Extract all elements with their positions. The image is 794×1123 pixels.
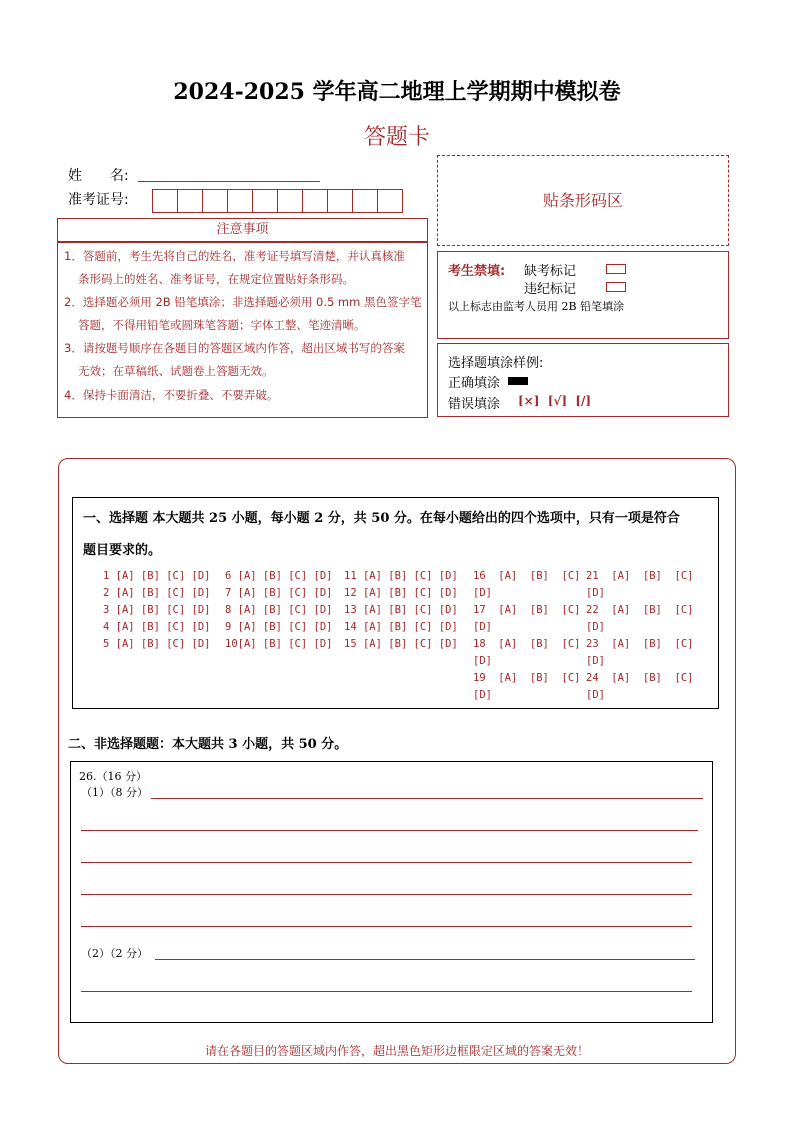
id-digit-box[interactable] [252,189,278,213]
answer-line[interactable] [81,830,698,831]
notice-item: 4．保持卡面清洁，不要折叠、不要弄破。 [64,388,279,402]
mc-column-1 [103,568,210,653]
exam-staff-panel [437,251,729,339]
mc-column-2 [225,568,332,653]
id-digit-box[interactable] [327,189,353,213]
mc-question-row[interactable]: 5 [A] [B] [C] [D] [103,638,211,650]
mc-question-row[interactable]: 15 [A] [B] [C] [D] [344,638,458,650]
id-digit-box[interactable] [352,189,378,213]
mc-question-row[interactable]: [D] [473,689,492,701]
mc-question-row[interactable]: 6 [A] [B] [C] [D] [225,570,333,582]
absent-mark-box[interactable] [606,264,626,274]
answer-line[interactable] [155,959,695,960]
mc-question-row[interactable]: 7 [A] [B] [C] [D] [225,587,333,599]
violation-mark-box[interactable] [606,282,626,292]
mc-question-row[interactable]: 8 [A] [B] [C] [D] [225,604,333,616]
mc-question-row[interactable]: 17 [A] [B] [C] [473,604,581,616]
mc-question-row[interactable]: 19 [A] [B] [C] [473,672,581,684]
question-26-box [70,761,713,1023]
mc-question-row[interactable]: 14 [A] [B] [C] [D] [344,621,458,633]
wrong-fill-samples: [×] [√] [/] [518,394,592,408]
mc-question-row[interactable]: [D] [473,587,492,599]
barcode-area: 贴条形码区 [437,155,729,246]
mc-column-4 [473,568,580,704]
notice-item: 无效；在草稿纸、试题卷上答题无效。 [78,364,274,378]
mc-question-row[interactable]: 12 [A] [B] [C] [D] [344,587,458,599]
q26-part1-label: （1）（8 分） [81,786,148,799]
id-number-boxes[interactable] [152,189,402,213]
id-digit-box[interactable] [202,189,228,213]
answer-line[interactable] [81,862,692,863]
mc-question-row[interactable]: 3 [A] [B] [C] [D] [103,604,211,616]
violation-label: 违纪标记 [524,282,577,297]
name-field[interactable] [138,181,320,182]
mc-question-row[interactable]: [D] [473,621,492,633]
notice-item: 1．答题前，考生先将自己的姓名，准考证号填写清楚，并认真核准 [64,249,405,263]
mc-question-row[interactable]: 23 [A] [B] [C] [586,638,694,650]
id-digit-box[interactable] [302,189,328,213]
section2-heading: 二、非选择题题：本大题共 3 小题，共 50 分。 [68,737,348,752]
mc-column-5 [586,568,693,704]
id-digit-box[interactable] [152,189,178,213]
mc-question-row[interactable]: 10[A] [B] [C] [D] [225,638,333,650]
fill-sample-panel [437,343,729,417]
id-digit-box[interactable] [227,189,253,213]
mc-question-row[interactable]: 22 [A] [B] [C] [586,604,694,616]
q26-part2-label: （2）（2 分） [81,947,148,960]
q26-label: 26.（16 分） [79,770,147,783]
ban-note: 以上标志由监考人员用 2B 铅笔填涂 [448,300,625,313]
mc-question-row[interactable]: [D] [586,587,605,599]
mc-question-row[interactable]: [D] [586,655,605,667]
mc-question-row[interactable]: 9 [A] [B] [C] [D] [225,621,333,633]
mc-question-row[interactable]: 18 [A] [B] [C] [473,638,581,650]
wrong-fill-label: 错误填涂 [448,397,501,412]
id-digit-box[interactable] [377,189,403,213]
absent-label: 缺考标记 [524,264,577,279]
sample-heading: 选择题填涂样例: [448,356,544,371]
answer-line[interactable] [151,798,703,799]
footer-warning: 请在各题目的答题区域内作答，超出黑色矩形边框限定区域的答案无效！ [204,1044,589,1058]
page-subtitle: 答题卡 [363,125,430,150]
mc-question-row[interactable]: 4 [A] [B] [C] [D] [103,621,211,633]
notice-item: 2．选择题必须用 2B 铅笔填涂；非选择题必须用 0.5 mm 黑色签字笔 [64,295,422,309]
id-label: 准考证号: [68,192,129,208]
mc-question-row[interactable]: [D] [586,689,605,701]
name-label: 姓 名: [68,168,129,184]
notice-panel [57,242,428,418]
id-digit-box[interactable] [277,189,303,213]
mc-question-row[interactable]: 1 [A] [B] [C] [D] [103,570,211,582]
mc-question-row[interactable]: 13 [A] [B] [C] [D] [344,604,458,616]
section1-heading-line2: 题目要求的。 [83,543,162,558]
notice-heading: 注意事项 [57,218,428,242]
mc-question-row[interactable]: 11 [A] [B] [C] [D] [344,570,458,582]
answer-line[interactable] [81,991,692,992]
notice-item: 3．请按题号顺序在各题目的答题区域内作答，超出区域书写的答案 [64,341,405,355]
correct-fill-label: 正确填涂 [448,376,501,391]
mc-question-row[interactable]: [D] [586,621,605,633]
mc-question-row[interactable]: [D] [473,655,492,667]
mc-question-row[interactable]: 24 [A] [B] [C] [586,672,694,684]
answer-line[interactable] [81,926,692,927]
ban-label: 考生禁填: [448,264,506,279]
mc-column-3 [344,568,458,653]
answer-line[interactable] [81,894,692,895]
mc-question-row[interactable]: 21 [A] [B] [C] [586,570,694,582]
notice-item: 条形码上的姓名、准考证号，在规定位置贴好条形码。 [78,272,354,286]
mc-question-row[interactable]: 16 [A] [B] [C] [473,570,581,582]
correct-fill-sample [508,377,528,385]
notice-item: 答题，不得用铅笔或圆珠笔答题；字体工整、笔迹清晰。 [78,318,366,332]
id-digit-box[interactable] [177,189,203,213]
section1-heading-line1: 一、选择题 本大题共 25 小题，每小题 2 分，共 50 分。在每小题给出的四个选项中，只有一项是符合 [83,511,680,526]
mc-question-row[interactable]: 2 [A] [B] [C] [D] [103,587,211,599]
page-title: 2024-2025 学年高二地理上学期期中模拟卷 [173,79,621,105]
